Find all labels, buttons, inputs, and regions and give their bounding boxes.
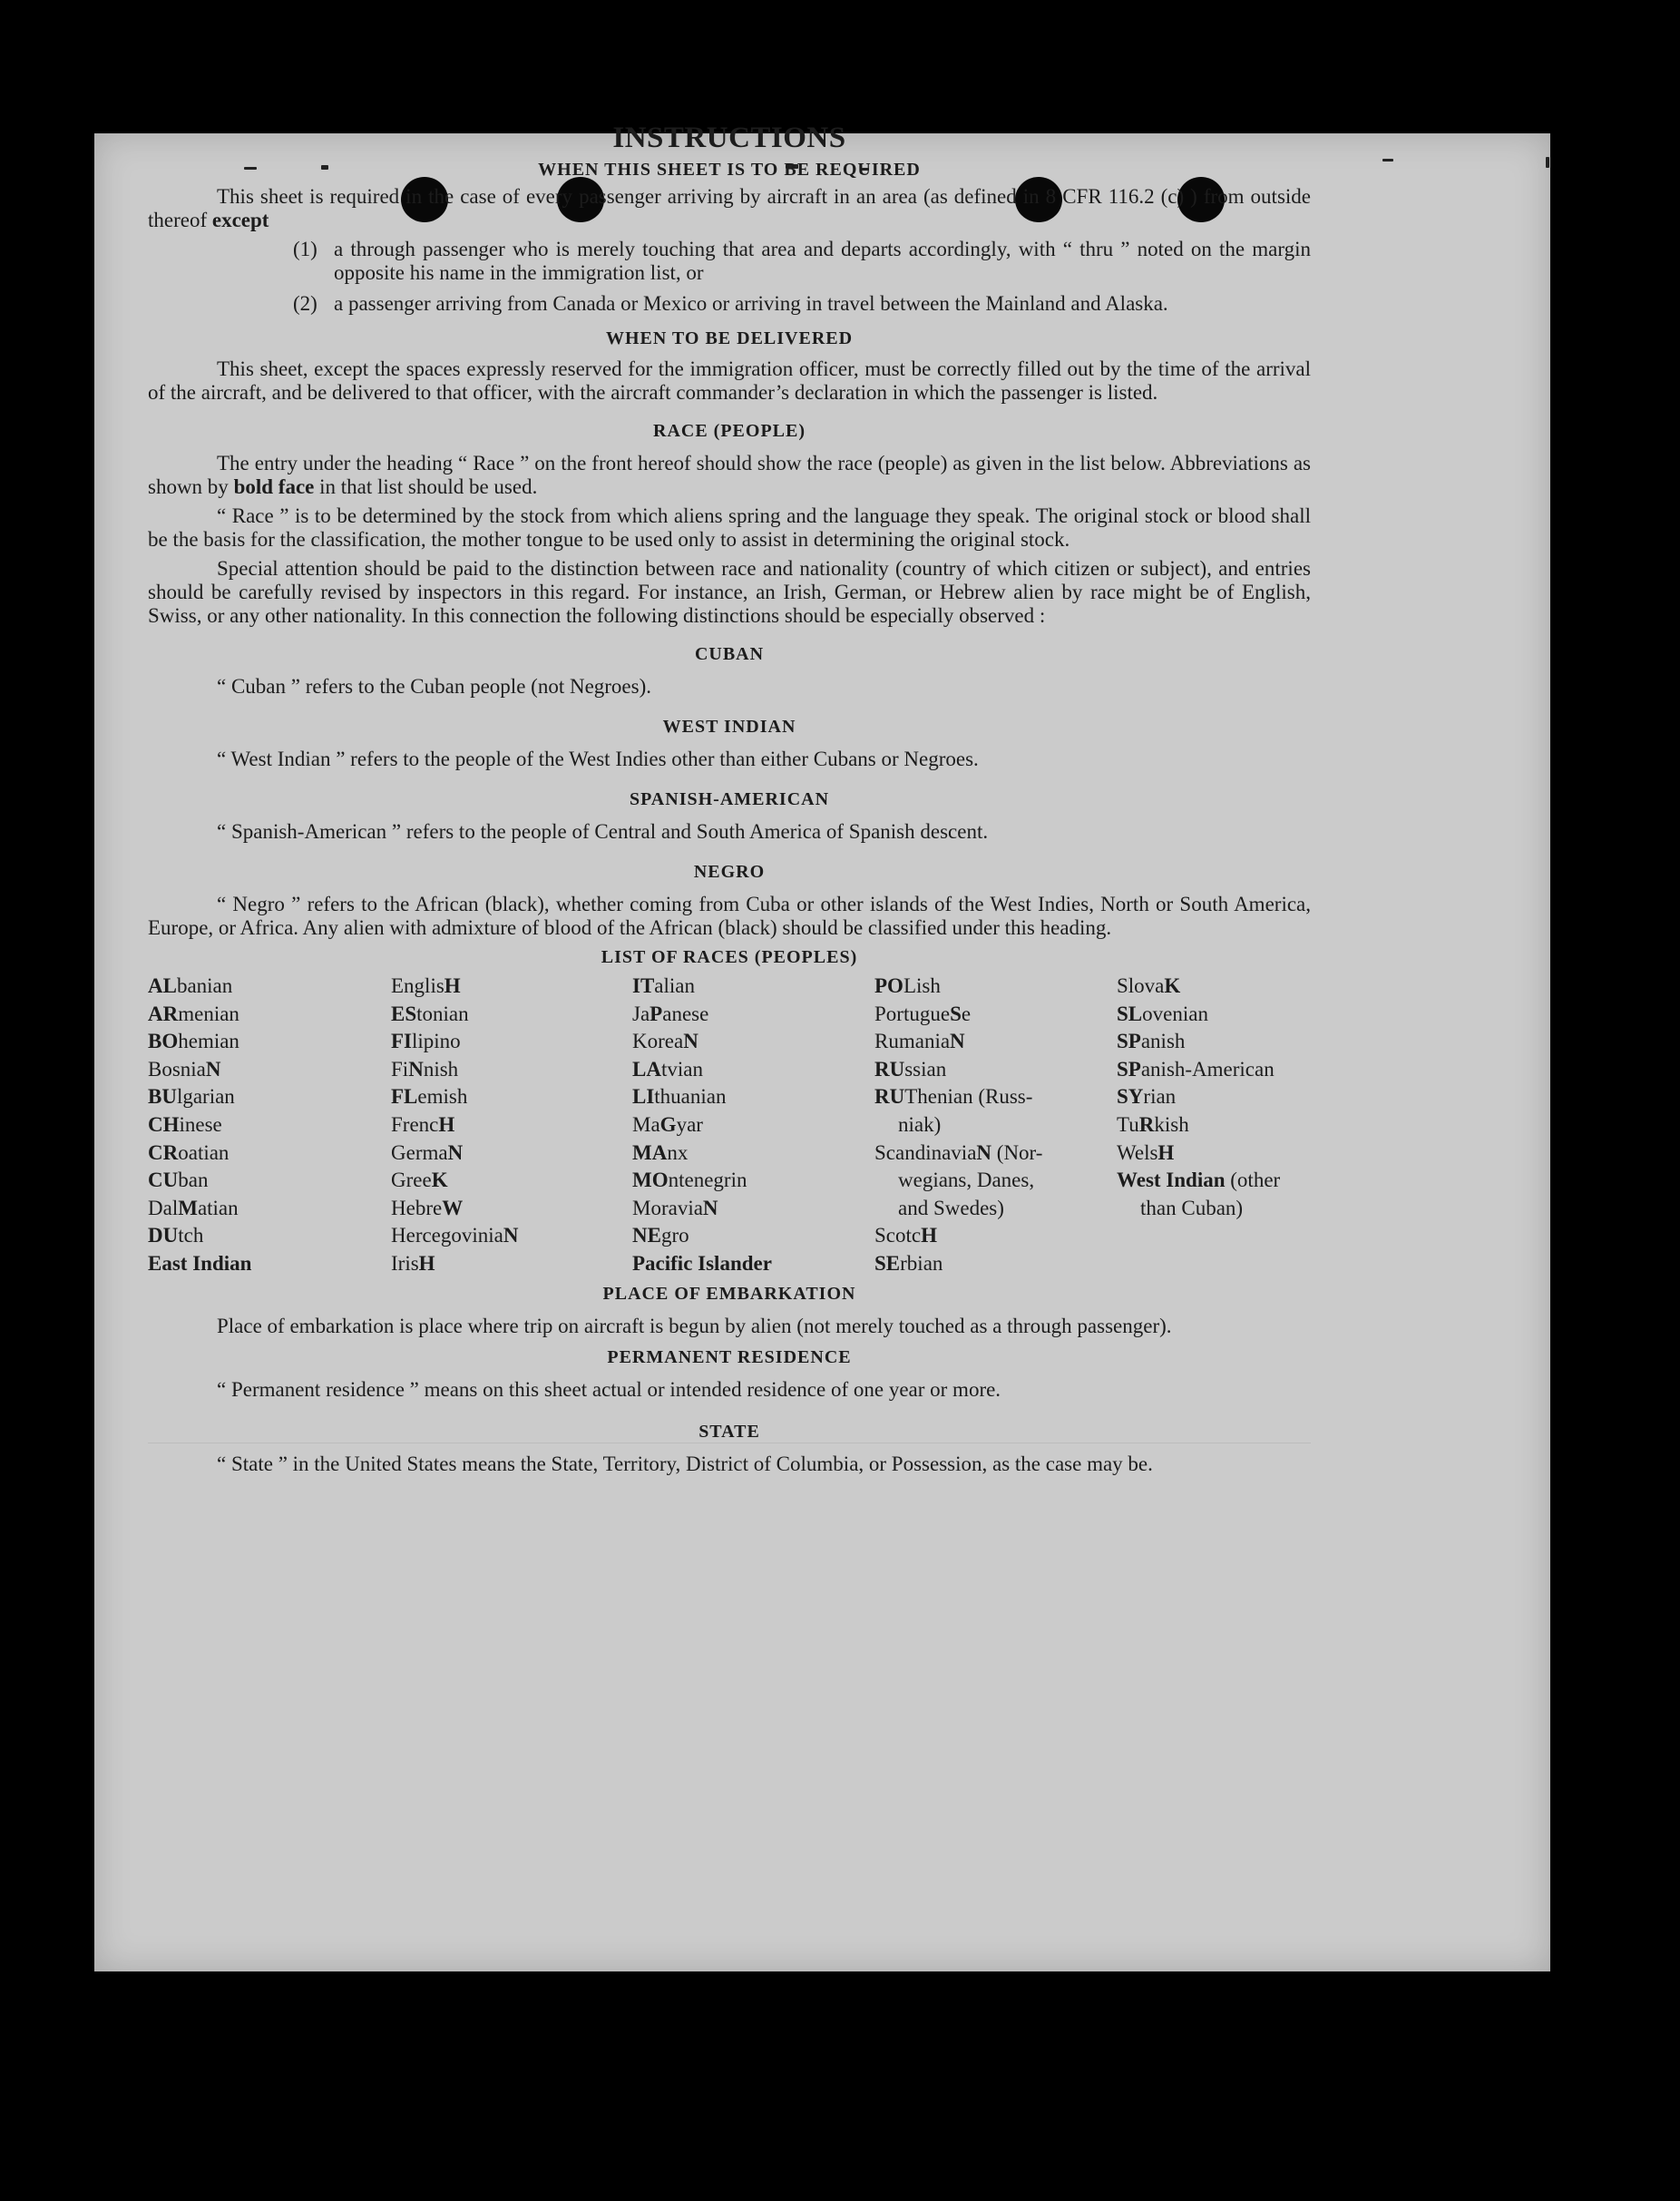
negro-text: “ Negro ” refers to the African (black), whether coming from Cuba or other islands of the West Indies, North or South America, Europe, or Africa. Any alien with admixture of blood of the African (black) should be classified under this heading. bbox=[148, 893, 1311, 939]
race-entry bbox=[632, 1056, 874, 1084]
race-text: anese bbox=[662, 1002, 709, 1025]
race-text: anish-American bbox=[1140, 1057, 1275, 1081]
race-text: ssian bbox=[904, 1057, 947, 1081]
race-entry bbox=[1117, 1028, 1311, 1056]
race-abbrev: LI bbox=[632, 1085, 655, 1109]
race-text: ntenegrin bbox=[668, 1169, 747, 1192]
race-text: Germa bbox=[391, 1140, 448, 1164]
race-entry bbox=[874, 1056, 1117, 1084]
race-column bbox=[391, 973, 632, 1278]
list-item-text: a through passenger who is merely touching that area and departs accordingly, with “ thru ” noted on the margin opposite his name in the immigration list, or bbox=[334, 238, 1311, 284]
race-entry bbox=[632, 973, 874, 1001]
race-text: gro bbox=[660, 1224, 689, 1247]
race-text: lgarian bbox=[176, 1085, 235, 1109]
spanish-american-text: “ Spanish-American ” refers to the people of Central and South America of Spanish descent. bbox=[217, 820, 989, 843]
race-text: Tu bbox=[1117, 1112, 1139, 1136]
race-abbrev: N bbox=[976, 1140, 992, 1164]
race-entry bbox=[1117, 1195, 1311, 1223]
race-abbrev: W bbox=[442, 1196, 464, 1219]
heading-when-required: WHEN THIS SHEET IS TO BE REQUIRED bbox=[538, 160, 921, 180]
race-text: tonian bbox=[416, 1002, 469, 1025]
race-text: Fi bbox=[391, 1057, 409, 1081]
heading-cuban: CUBAN bbox=[694, 644, 765, 664]
race-text: ban bbox=[178, 1169, 209, 1192]
heading-negro: NEGRO bbox=[693, 862, 766, 882]
race-text: nx bbox=[667, 1140, 689, 1164]
race-abbrev: SY bbox=[1117, 1085, 1144, 1109]
race-abbrev: AR bbox=[148, 1002, 179, 1025]
race-abbrev: N bbox=[683, 1030, 698, 1053]
race-text: menian bbox=[178, 1002, 239, 1025]
race-abbrev: ES bbox=[391, 1002, 417, 1025]
race-text: (Nor- bbox=[991, 1140, 1043, 1164]
race-abbrev: N bbox=[702, 1196, 718, 1219]
race-abbrev: K bbox=[1164, 974, 1181, 997]
race-text: (other bbox=[1225, 1169, 1281, 1192]
race-entry bbox=[148, 1083, 391, 1111]
race-abbrev: BO bbox=[148, 1030, 179, 1053]
race-abbrev: SL bbox=[1117, 1002, 1143, 1025]
race-abbrev: RU bbox=[874, 1057, 905, 1081]
heading-race: RACE (PEOPLE) bbox=[653, 421, 806, 441]
race-entry bbox=[874, 1001, 1117, 1029]
race-text: Portugue bbox=[874, 1002, 951, 1025]
race-entry bbox=[391, 1222, 632, 1250]
race-abbrev: SE bbox=[874, 1251, 901, 1275]
when-required-intro-text: This sheet is required in the case of every passenger arriving by aircraft in an area (as defined in 8 CFR 116.2 (c) ) from outside thereof bbox=[148, 185, 1311, 231]
race-entry bbox=[1117, 1111, 1311, 1140]
race-entry bbox=[632, 1222, 874, 1250]
race-abbrev: CH bbox=[148, 1112, 180, 1136]
race-entry bbox=[1117, 1140, 1311, 1168]
race-text: yar bbox=[676, 1112, 703, 1136]
race-entry bbox=[1117, 973, 1311, 1001]
race-abbrev: AL bbox=[148, 974, 177, 997]
race-text: tch bbox=[178, 1224, 204, 1247]
race-entry bbox=[632, 1250, 874, 1278]
race-entry bbox=[148, 1111, 391, 1140]
race-entry bbox=[148, 1056, 391, 1084]
race-text: atian bbox=[197, 1196, 239, 1219]
race-abbrev: IT bbox=[632, 974, 655, 997]
race-text: and Swedes) bbox=[898, 1196, 1004, 1219]
race-abbrev: H bbox=[418, 1251, 435, 1275]
race-abbrev: N bbox=[205, 1057, 221, 1081]
race-text: than Cuban) bbox=[1140, 1196, 1244, 1219]
race-entry bbox=[148, 1195, 391, 1223]
race-entry bbox=[391, 1250, 632, 1278]
race-text: ovenian bbox=[1142, 1002, 1208, 1025]
race-text: wegians, Danes, bbox=[898, 1169, 1035, 1192]
list-item bbox=[293, 238, 1311, 285]
race-abbrev: MO bbox=[632, 1169, 669, 1192]
race-text: Wels bbox=[1117, 1140, 1158, 1164]
scan-speck bbox=[1382, 159, 1393, 161]
race-p1-after: in that list should be used. bbox=[319, 475, 538, 498]
race-entry bbox=[391, 1083, 632, 1111]
race-entry bbox=[391, 1111, 632, 1140]
race-text: Rumania bbox=[874, 1030, 951, 1053]
race-text: nish bbox=[423, 1057, 459, 1081]
race-abbrev: PO bbox=[874, 974, 903, 997]
race-column bbox=[148, 973, 391, 1278]
race-text: emish bbox=[417, 1085, 468, 1109]
scan-speck bbox=[1546, 157, 1549, 168]
cuban-text: “ Cuban ” refers to the Cuban people (not Negroes). bbox=[217, 675, 652, 698]
list-item bbox=[293, 292, 1311, 316]
race-abbrev: SP bbox=[1117, 1057, 1141, 1081]
race-abbrev: BU bbox=[148, 1085, 177, 1109]
race-entry bbox=[148, 1028, 391, 1056]
race-abbrev: NE bbox=[632, 1224, 661, 1247]
embarkation-text: Place of embarkation is place where trip on aircraft is begun by alien (not merely touched as a through passenger). bbox=[217, 1314, 1172, 1337]
race-abbrev: M bbox=[178, 1196, 198, 1219]
race-entry bbox=[874, 1140, 1117, 1168]
when-delivered-text: This sheet, except the spaces expressly reserved for the immigration officer, must be correctly filled out by the time of the arrival of the aircraft, and be delivered to that officer, with the aircraft commander’s declaration in which the passenger is listed. bbox=[148, 357, 1311, 404]
race-entry bbox=[391, 1195, 632, 1223]
race-entry bbox=[391, 1167, 632, 1195]
race-entry bbox=[632, 1167, 874, 1195]
race-abbrev: G bbox=[659, 1112, 677, 1136]
race-text: Dal bbox=[148, 1196, 179, 1219]
race-abbrev: West Indian bbox=[1117, 1169, 1226, 1192]
race-entry bbox=[874, 1111, 1117, 1140]
races-table bbox=[148, 973, 1311, 1278]
race-entry bbox=[1117, 1001, 1311, 1029]
race-text: rbian bbox=[900, 1251, 943, 1275]
race-entry bbox=[391, 973, 632, 1001]
race-text: inese bbox=[179, 1112, 222, 1136]
race-entry bbox=[632, 1028, 874, 1056]
heading-list-of-races: LIST OF RACES (PEOPLES) bbox=[601, 947, 858, 967]
race-column bbox=[874, 973, 1117, 1278]
race-text: alian bbox=[654, 974, 695, 997]
race-text: lipino bbox=[412, 1030, 461, 1053]
list-item-number: (2) bbox=[293, 292, 317, 315]
race-text: Frenc bbox=[391, 1112, 439, 1136]
race-entry bbox=[1117, 1056, 1311, 1084]
race-text: Hercegovinia bbox=[391, 1224, 503, 1247]
race-text: Slova bbox=[1117, 974, 1165, 997]
race-abbrev: K bbox=[431, 1169, 448, 1192]
race-paragraph-3: Special attention should be paid to the distinction between race and nationality (country of which citizen or subject), and entries should be carefully revised by inspectors in this regard. For instance, an Irish, German, or Hebrew alien by race might be of English, Swiss, or any other nationality. In this connection the following distinctions should be especially observed : bbox=[148, 557, 1311, 627]
race-abbrev: FI bbox=[391, 1030, 412, 1053]
race-abbrev: SP bbox=[1117, 1030, 1141, 1053]
race-text: kish bbox=[1154, 1112, 1189, 1136]
race-abbrev: East Indian bbox=[148, 1251, 252, 1275]
race-entry bbox=[1117, 1167, 1311, 1195]
race-text: Iris bbox=[391, 1251, 419, 1275]
race-entry bbox=[148, 1140, 391, 1168]
heading-state: STATE bbox=[698, 1421, 760, 1442]
race-abbrev: P bbox=[650, 1002, 663, 1025]
race-entry bbox=[874, 1222, 1117, 1250]
race-text: oatian bbox=[178, 1140, 230, 1164]
race-text: Gree bbox=[391, 1169, 432, 1192]
heading-embarkation: PLACE OF EMBARKATION bbox=[602, 1283, 856, 1304]
heading-west-indian: WEST INDIAN bbox=[662, 717, 796, 737]
race-abbrev: CR bbox=[148, 1140, 179, 1164]
race-abbrev: N bbox=[447, 1140, 464, 1164]
race-entry bbox=[391, 1001, 632, 1029]
race-abbrev: S bbox=[950, 1002, 962, 1025]
race-entry bbox=[391, 1028, 632, 1056]
race-abbrev: FL bbox=[391, 1085, 418, 1109]
race-abbrev: Pacific Islander bbox=[632, 1251, 772, 1275]
race-entry bbox=[391, 1140, 632, 1168]
race-column bbox=[632, 973, 874, 1278]
race-text: rian bbox=[1143, 1085, 1177, 1109]
race-text: Korea bbox=[632, 1030, 684, 1053]
residence-text: “ Permanent residence ” means on this sheet actual or intended residence of one year or more. bbox=[217, 1377, 1001, 1401]
race-entry bbox=[632, 1140, 874, 1168]
race-text: tvian bbox=[660, 1057, 703, 1081]
race-abbrev: CU bbox=[148, 1169, 179, 1192]
race-abbrev: N bbox=[950, 1030, 965, 1053]
race-text: hemian bbox=[178, 1030, 239, 1053]
heading-when-delivered: WHEN TO BE DELIVERED bbox=[605, 328, 854, 348]
race-abbrev: H bbox=[444, 974, 461, 997]
race-text: Scotc bbox=[874, 1224, 922, 1247]
page-title: INSTRUCTIONS bbox=[612, 122, 846, 154]
race-abbrev: R bbox=[1138, 1112, 1155, 1136]
when-required-except: except bbox=[211, 209, 269, 231]
race-p1-bold: bold face bbox=[233, 475, 315, 498]
race-text: Hebre bbox=[391, 1196, 443, 1219]
race-text: Bosnia bbox=[148, 1057, 206, 1081]
race-entry bbox=[874, 1083, 1117, 1111]
race-text: Englis bbox=[391, 974, 444, 997]
race-abbrev: N bbox=[408, 1057, 424, 1081]
race-text: Moravia bbox=[632, 1196, 703, 1219]
race-entry bbox=[148, 1250, 391, 1278]
race-text: e bbox=[961, 1002, 972, 1025]
race-entry bbox=[632, 1111, 874, 1140]
race-text: Thenian (Russ- bbox=[904, 1085, 1033, 1109]
race-abbrev: MA bbox=[632, 1140, 668, 1164]
race-paragraph-2: “ Race ” is to be determined by the stock from which aliens spring and the language they speak. The original stock or blood shall be the basis for the classification, the mother tongue to be used only to assist in determining the original stock. bbox=[148, 504, 1311, 551]
race-entry bbox=[148, 1001, 391, 1029]
state-text: “ State ” in the United States means the State, Territory, District of Columbia, or Possession, as the case may be. bbox=[217, 1452, 1153, 1475]
race-abbrev: H bbox=[1157, 1140, 1175, 1164]
when-required-intro bbox=[148, 185, 1311, 232]
race-abbrev: DU bbox=[148, 1224, 179, 1247]
race-entry bbox=[632, 1083, 874, 1111]
race-abbrev: H bbox=[438, 1112, 455, 1136]
race-text: Lish bbox=[903, 974, 941, 997]
race-entry bbox=[874, 1250, 1117, 1278]
race-abbrev: N bbox=[503, 1224, 519, 1247]
race-entry bbox=[874, 1028, 1117, 1056]
list-item-text: a passenger arriving from Canada or Mexico or arriving in travel between the Mainland and Alaska. bbox=[334, 292, 1168, 315]
race-entry bbox=[391, 1056, 632, 1084]
west-indian-text: “ West Indian ” refers to the people of the West Indies other than either Cubans or Negroes. bbox=[217, 748, 979, 770]
race-text: niak) bbox=[898, 1112, 942, 1136]
race-p1-text: The entry under the heading “ Race ” on the front hereof should show the race (people) as given in the list below. Abbreviations as shown by bbox=[148, 452, 1311, 498]
race-text: Ma bbox=[632, 1112, 660, 1136]
race-entry bbox=[874, 1167, 1117, 1195]
list-item-number: (1) bbox=[293, 238, 317, 260]
race-text: thuanian bbox=[654, 1085, 727, 1109]
instructions-content bbox=[148, 116, 1311, 1476]
race-abbrev: RU bbox=[874, 1085, 905, 1109]
race-entry bbox=[874, 1195, 1117, 1223]
race-text: Ja bbox=[632, 1002, 650, 1025]
race-abbrev: H bbox=[921, 1224, 937, 1247]
race-text: banian bbox=[176, 974, 233, 997]
race-entry bbox=[1117, 1083, 1311, 1111]
race-paragraph-1 bbox=[148, 452, 1311, 499]
heading-spanish-american: SPANISH-AMERICAN bbox=[629, 789, 830, 809]
race-text: Scandinavia bbox=[874, 1140, 977, 1164]
race-abbrev: LA bbox=[632, 1057, 661, 1081]
race-entry bbox=[632, 1195, 874, 1223]
race-entry bbox=[148, 1222, 391, 1250]
heading-residence: PERMANENT RESIDENCE bbox=[607, 1346, 852, 1367]
race-text: anish bbox=[1140, 1030, 1186, 1053]
race-entry bbox=[148, 1167, 391, 1195]
race-entry bbox=[148, 973, 391, 1001]
race-entry bbox=[874, 973, 1117, 1001]
race-column bbox=[1117, 973, 1311, 1278]
race-entry bbox=[632, 1001, 874, 1029]
